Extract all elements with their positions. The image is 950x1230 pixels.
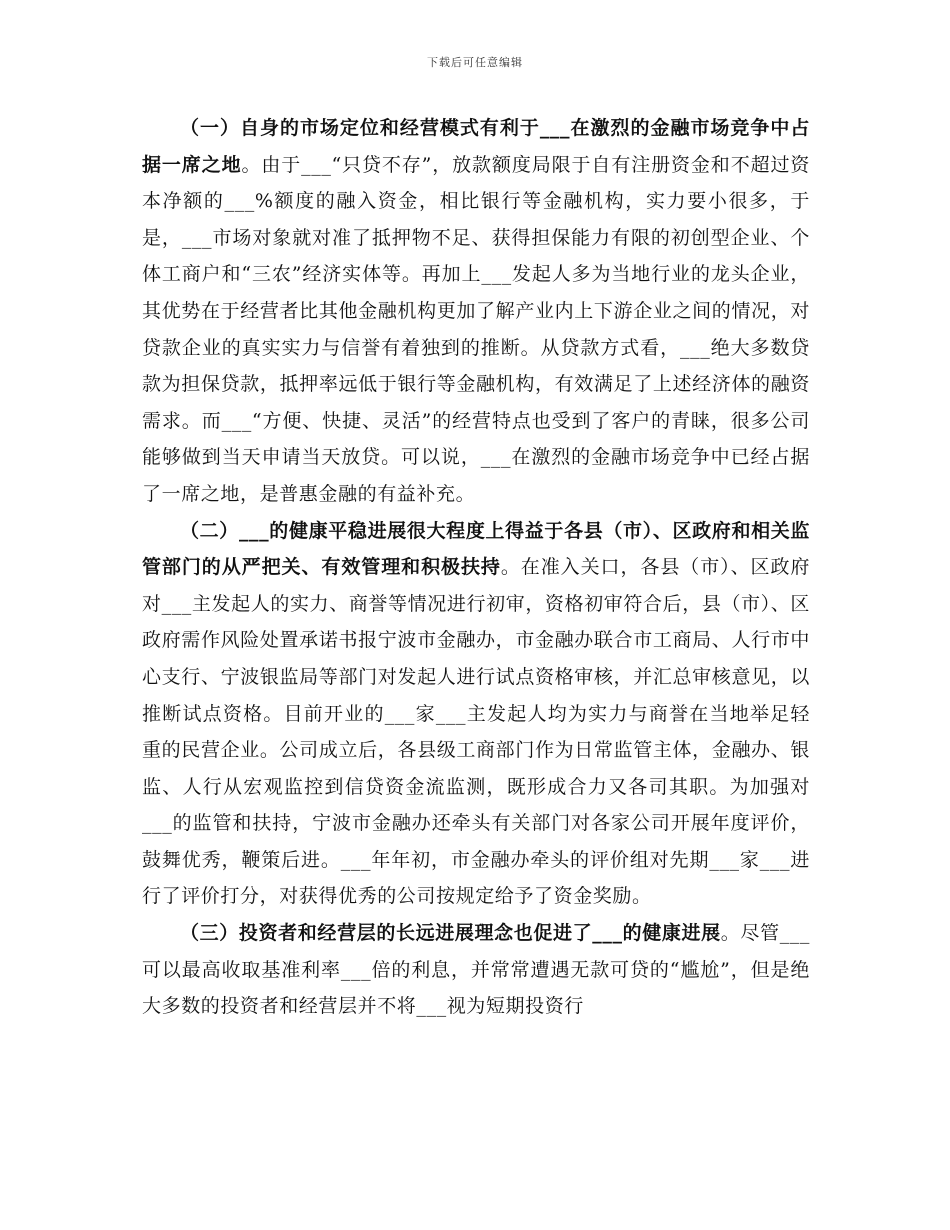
document-body (142, 110, 810, 1025)
paragraph-1-heading: （一）自身的市场定位和经营模式有利于___在激烈的金融市场竞争中占据一席之地 (142, 117, 810, 176)
paragraph-2-heading: （二）___的健康平稳进展很大程度上得益于各县（市）、区政府和相关监管部门的从严把关、有效管理和积极扶持 (142, 519, 810, 579)
page-header: 下载后可任意编辑 (427, 56, 523, 69)
paragraph-2 (142, 513, 810, 916)
paragraph-2-text: 。在准入关口，各县（市）、区政府对___主发起人的实力、商誉等情况进行初审，资格初审符合后，县（市）、区政府需作风险处置承诺书报宁波市金融办，市金融办联合市工商局、人行市中心支行、宁波银监局等部门对发起人进行试点资格审核，并汇总审核意见，以推断试点资格。目前开业的___家___主发起人均为实力与商誉在当地举足轻重的民营企业。公司成立后，各县级工商部门作为日常监管主体，金融办、银监、人行从宏观监控到信贷资金流监测，既形成合力又各司其职。为加强对___的监管和扶持，宁波市金融办还牵头有关部门对各家公司开展年度评价，鼓舞优秀，鞭策后进。___年年初，市金融办牵头的评价组对先期___家___进行了评价打分，对获得优秀的公司按规定给予了资金奖励。 (142, 556, 810, 908)
paragraph-1 (142, 110, 810, 513)
paragraph-3 (142, 915, 810, 1025)
paragraph-1-text: 。由于___“只贷不存”，放款额度局限于自有注册资金和不超过资本净额的___%额度的融入资金，相比银行等金融机构，实力要小很多，于是，___市场对象就对准了抵押物不足、获得担保能力有限的初创型企业、个体工商户和“三农”经济实体等。再加上___发起人多为当地行业的龙头企业，其优势在于经营者比其他金融机构更加了解产业内上下游企业之间的情况，对贷款企业的真实实力与信誉有着独到的推断。从贷款方式看，___绝大多数贷款为担保贷款，抵押率远低于银行等金融机构，有效满足了上述经济体的融资需求。而___“方便、快捷、灵活”的经营特点也受到了客户的青睐，很多公司能够做到当天申请当天放贷。可以说，___在激烈的金融市场竞争中已经占据了一席之地，是普惠金融的有益补充。 (142, 153, 810, 505)
paragraph-3-heading: （三）投资者和经营层的长远进展理念也促进了___的健康进展 (180, 922, 721, 945)
paragraph-3-text: 。尽管___可以最高收取基准利率___倍的利息，并常常遭遇无款可贷的“尴尬”，但是绝大多数的投资者和经营层并不将___视为短期投资行 (142, 922, 810, 1018)
